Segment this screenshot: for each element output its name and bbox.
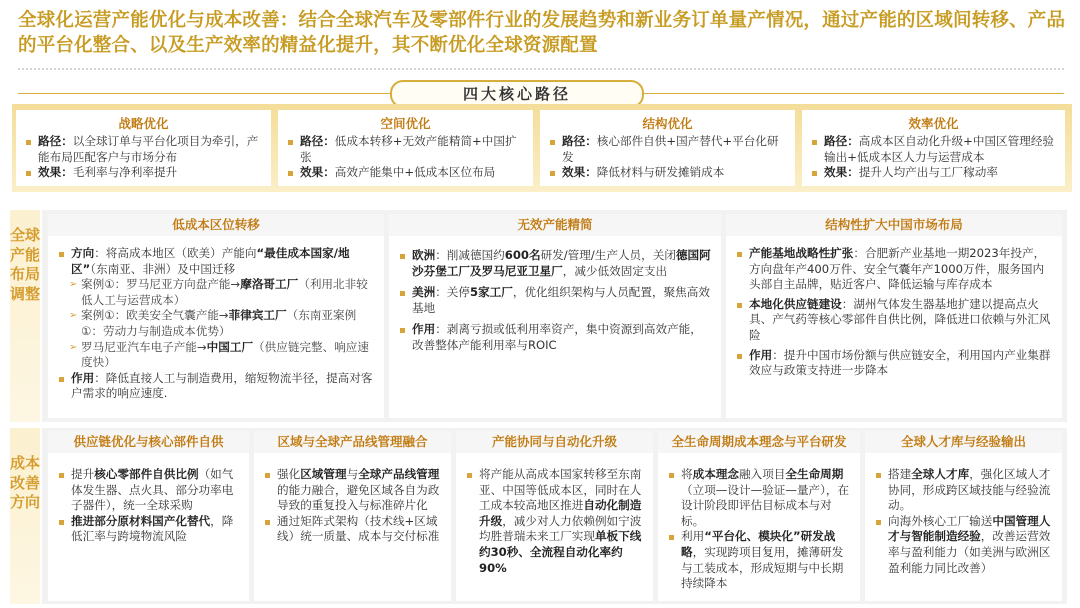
case-item: ➢ 罗马尼亚汽车电子产能→中国工厂（供应链完整、响应速度快） — [69, 339, 369, 370]
cost-column-region-product — [254, 431, 451, 601]
bullet-square-icon — [669, 473, 674, 478]
banner-line-right — [642, 93, 1064, 94]
section-label-capacity: 全球产能布局调整 — [10, 210, 40, 422]
bullet-square-icon — [550, 171, 555, 176]
bullet-square-icon — [669, 535, 674, 540]
bullet-square-icon — [265, 473, 270, 478]
list-item: 产能基地战略性扩张：合肥新产业基地一期2023年投产，方向盘年产400万件、安全气囊年产1000万件，服务国内头部自主品牌，贴近客户、降低运输与库存成本 — [736, 246, 1054, 293]
cost-column-supply-chain — [48, 431, 249, 601]
bullet-square-icon — [737, 303, 742, 308]
column-body — [48, 453, 249, 545]
list-item: 作用：降低直接人工与制造费用，缩短物流半径，提高对客户需求的响应速度. — [58, 371, 376, 402]
list-item: 提升核心零部件自供比例（如气体发生器、点火具、部分功率电子器件），统一全球采购 — [58, 467, 241, 514]
list-item: 利用“平台化、模块化”研发战略，实现跨项目复用，摊薄研发与工装成本，形成短期与中长期持续降本 — [668, 529, 852, 591]
list-item: 通过矩阵式架构（技术线+区域线）统一质量、成本与交付标准 — [264, 514, 443, 545]
bullet-square-icon — [812, 140, 817, 145]
column-china-expansion — [726, 214, 1062, 418]
column-body — [389, 236, 721, 354]
dotted-divider — [18, 68, 1064, 70]
list-item: 方向：将高成本地区（欧美）产能向“最佳成本国家/地区”（东南亚、非洲）及中国迁移 — [58, 246, 376, 277]
list-item: 推进部分原材料国产化替代，降低汇率与跨境物流风险 — [58, 514, 241, 545]
path-route: 路径：低成本转移+无效产能精简+中国扩张 — [286, 134, 525, 165]
bullet-square-icon — [550, 140, 555, 145]
path-effect: 效果：提升人均产出与工厂稼动率 — [810, 165, 1057, 181]
bullet-square-icon — [876, 520, 881, 525]
column-capacity-streamline — [389, 214, 721, 418]
bullet-square-icon — [59, 473, 64, 478]
bullet-square-icon — [876, 473, 881, 478]
path-heading: 效率优化 — [908, 116, 959, 131]
list-item: 向海外核心工厂输送中国管理人才与智能制造经验，改善运营效率与盈利能力（如美洲与欧洲区盈利能力同比改善） — [875, 514, 1054, 576]
bullet-square-icon — [288, 171, 293, 176]
list-item: 美洲：关停5家工厂，优化组织架构与人员配置，聚焦高效基地 — [399, 285, 713, 316]
list-item: 作用：剥离亏损或低利用率资产，集中资源到高效产能，改善整体产能利用率与ROIC — [399, 322, 713, 353]
column-body — [254, 453, 451, 545]
bullet-square-icon — [26, 171, 31, 176]
bullet-square-icon — [265, 520, 270, 525]
list-item: 欧洲：削减德国约600名研发/管理/生产人员，关闭德国阿沙芬堡工厂及罗马尼亚卫星厂，减少低效固定支出 — [399, 248, 713, 279]
bullet-square-icon — [288, 140, 293, 145]
bullet-square-icon — [737, 354, 742, 359]
bullet-square-icon — [59, 520, 64, 525]
column-heading: 结构性扩大中国市场布局 — [726, 214, 1062, 236]
arrow-right-icon: ➢ — [69, 310, 78, 322]
section-label-cost: 成本改善方向 — [10, 428, 40, 604]
path-effect: 效果：高效产能集中+低成本区位布局 — [286, 165, 525, 181]
list-item: 搭建全球人才库，强化区域人才协同，形成跨区域技能与经验流动。 — [875, 467, 1054, 514]
column-body — [48, 236, 384, 402]
list-item: 将成本理念融入项目全生命周期（立项—设计—验证—量产），在设计阶段即评估目标成本与对标。 — [668, 467, 852, 529]
arrow-right-icon: ➢ — [69, 341, 78, 353]
cost-column-automation — [456, 431, 653, 601]
bullet-square-icon — [26, 140, 31, 145]
bullet-square-icon — [400, 291, 405, 296]
path-card-efficiency — [802, 110, 1065, 186]
path-effect: 效果：毛利率与净利率提升 — [24, 165, 263, 181]
bullet-square-icon — [400, 328, 405, 333]
path-heading: 空间优化 — [380, 116, 431, 131]
cost-column-talent — [865, 431, 1062, 601]
path-heading: 结构优化 — [642, 116, 693, 131]
column-body — [726, 236, 1062, 379]
column-heading: 无效产能精简 — [389, 214, 721, 236]
column-heading: 低成本区位转移 — [48, 214, 384, 236]
cost-column-lifecycle — [658, 431, 860, 601]
page-title: 全球化运营产能优化与成本改善：结合全球汽车及零部件行业的发展趋势和新业务订单量产情况，通过产能的区域间转移、产品的平台化整合、以及生产效率的精益化提升，其不断优化全球资源配置 — [18, 10, 1066, 56]
path-card-structure — [540, 110, 795, 186]
path-route: 路径：高成本区自动化升级+中国区管理经验输出+低成本区人力与运营成本 — [810, 134, 1057, 165]
list-item: 强化区域管理与全球产品线管理的能力融合，避免区域各自为政导致的重复投入与标准碎片化 — [264, 467, 443, 514]
column-heading: 供应链优化与核心部件自供 — [48, 431, 249, 453]
banner-line-left — [18, 93, 390, 94]
bullet-square-icon — [737, 252, 742, 257]
arrow-right-icon: ➢ — [69, 279, 78, 291]
case-item: ➢ 案例①：欧美安全气囊产能→菲律宾工厂（东南亚案例①：劳动力与制造成本优势） — [69, 308, 357, 338]
path-card-strategy — [16, 110, 271, 186]
bullet-square-icon — [400, 254, 405, 259]
column-low-cost-transfer — [48, 214, 384, 418]
path-route: 路径：核心部件自供+国产替代+平台化研发 — [548, 134, 787, 165]
list-item: 将产能从高成本国家转移至东南亚、中国等低成本区，同时在人工成本较高地区推进自动化制造升级，减少对人力依赖例如宁波均胜普瑞未来工厂实现单板下线约30秒、全流程自动化率约90% — [466, 467, 645, 576]
path-card-space — [278, 110, 533, 186]
path-effect: 效果：降低材料与研发摊销成本 — [548, 165, 787, 181]
column-heading: 区域与全球产品线管理融合 — [254, 431, 451, 453]
column-body — [456, 453, 653, 576]
bullet-square-icon — [812, 171, 817, 176]
case-item: ➢ 案例①：罗马尼亚方向盘产能→摩洛哥工厂（利用北非较低人工与运营成本） — [69, 277, 368, 307]
list-item: 作用：提升中国市场份额与供应链安全，利用国内产业集群效应与政策支持进一步降本 — [736, 348, 1054, 379]
column-heading: 产能协同与自动化升级 — [456, 431, 653, 453]
bullet-square-icon — [59, 377, 64, 382]
core-paths-banner: 四大核心路径 — [390, 80, 644, 108]
path-route: 路径：以全球订单与平台化项目为牵引，产能布局匹配客户与市场分布 — [24, 134, 263, 165]
column-body — [865, 453, 1062, 576]
bullet-square-icon — [467, 473, 472, 478]
path-heading: 战略优化 — [118, 116, 169, 131]
bullet-square-icon — [59, 252, 64, 257]
list-item: 本地化供应链建设：湖州气体发生器基地扩建以提高点火具、产气药等核心零部件自供比例，降低进口依赖与外汇风险 — [736, 297, 1054, 344]
column-heading: 全生命周期成本理念与平台研发 — [658, 431, 860, 453]
column-heading: 全球人才库与经验输出 — [865, 431, 1062, 453]
column-body — [658, 453, 860, 592]
